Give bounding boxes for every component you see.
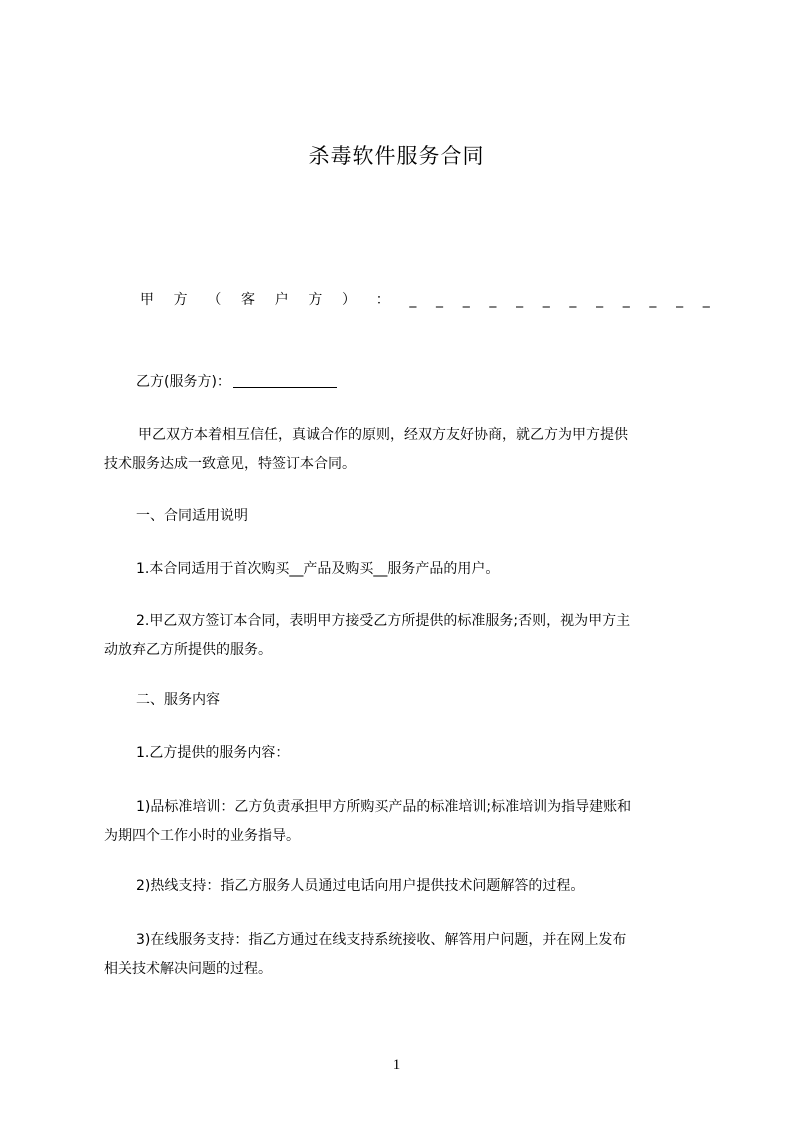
clause-line: 动放弃乙方所提供的服务。 xyxy=(104,642,272,658)
party-a-char: （ xyxy=(207,292,222,308)
clause-line: 为期四个工作小时的业务指导。 xyxy=(104,828,300,844)
contract-title: 杀毒软件服务合同 xyxy=(308,144,485,168)
party-a-blank: _ xyxy=(542,292,550,308)
party-a-blank: _ xyxy=(702,292,710,308)
clause-text: 1.本合同适用于首次购买__产品及购买__服务产品的用户。 xyxy=(136,561,500,577)
service-item-paragraph xyxy=(104,926,710,984)
section-heading: 一、合同适用说明 xyxy=(136,508,248,524)
clause-line: 3)在线服务支持：指乙方通过在线支持系统接收、解答用户问题，并在网上发布 xyxy=(136,932,627,948)
clause-paragraph xyxy=(104,607,710,665)
page-number: 1 xyxy=(392,1057,401,1073)
preamble-paragraph xyxy=(104,421,710,479)
party-b-line xyxy=(136,372,337,392)
party-a-char: 方 xyxy=(173,292,188,308)
clause-line: 2.甲乙双方签订本合同，表明甲方接受乙方所提供的标准服务;否则，视为甲方主 xyxy=(136,613,631,629)
party-a-char: 甲 xyxy=(140,292,154,308)
party-a-char: 方 xyxy=(308,292,323,308)
party-a-blank: _ xyxy=(622,292,630,308)
party-a-blank: _ xyxy=(409,292,417,308)
party-a-blank: _ xyxy=(436,292,444,308)
party-a-blank: _ xyxy=(596,292,604,308)
clause-text: 2)热线支持：指乙方服务人员通过电话向用户提供技术问题解答的过程。 xyxy=(136,878,585,894)
clause-line: 相关技术解决问题的过程。 xyxy=(104,961,272,977)
preamble-line: 甲乙双方本着相互信任，真诚合作的原则，经双方友好协商，就乙方为甲方提供 xyxy=(138,427,628,443)
party-a-blank: _ xyxy=(649,292,657,308)
party-b-blank xyxy=(233,373,337,388)
preamble-line: 技术服务达成一致意见，特签订本合同。 xyxy=(104,456,356,472)
section-heading: 二、服务内容 xyxy=(136,692,220,708)
party-a-blank: _ xyxy=(569,292,577,308)
clause-text: 1.乙方提供的服务内容： xyxy=(136,745,290,761)
party-a-char: 客 xyxy=(241,292,256,308)
party-a-blank: _ xyxy=(676,292,684,308)
party-a-blank: _ xyxy=(462,292,470,308)
party-a-char: ） xyxy=(342,292,357,308)
service-item-paragraph xyxy=(104,793,710,851)
party-a-char: 户 xyxy=(274,292,289,308)
party-a-line xyxy=(140,290,710,310)
clause-line: 1)品标准培训：乙方负责承担甲方所购买产品的标准培训;标准培训为指导建账和 xyxy=(136,799,632,815)
party-a-blank: _ xyxy=(516,292,524,308)
party-b-label: 乙方(服务方)： xyxy=(136,374,231,390)
party-a-blank: _ xyxy=(489,292,497,308)
party-a-char: ： xyxy=(375,292,390,308)
